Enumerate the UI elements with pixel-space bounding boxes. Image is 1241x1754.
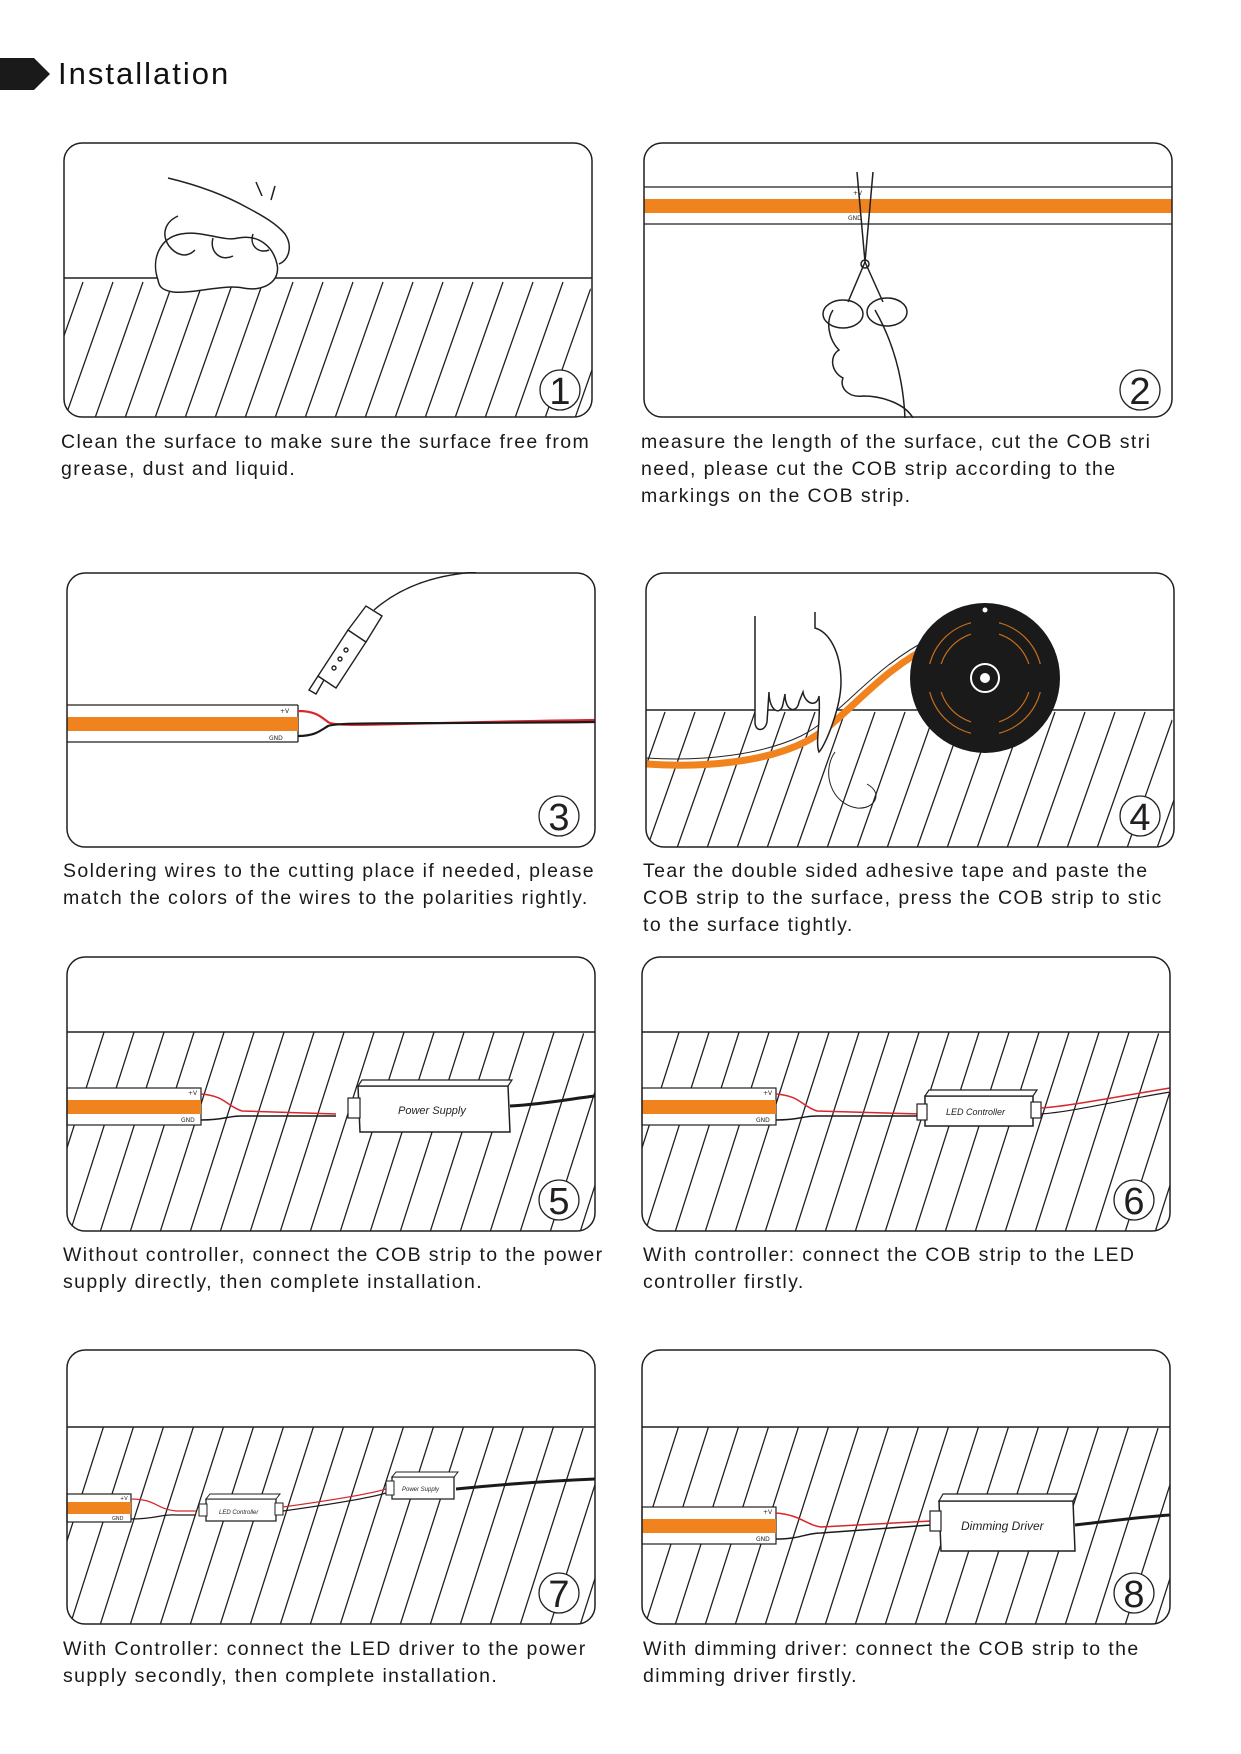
tape-liner [829, 752, 876, 808]
device-label: Dimming Driver [961, 1519, 1044, 1533]
step-number: 2 [1129, 371, 1151, 413]
cob-strip [67, 1502, 131, 1514]
wire-black [776, 1116, 921, 1120]
wire-red-mid [283, 1489, 386, 1507]
hand-icon [755, 612, 841, 752]
step-6-caption: With controller: connect the COB strip to the LED controller firstly. [643, 1244, 1136, 1293]
label-gnd: GND [112, 1516, 124, 1522]
wire-black [131, 1515, 196, 1519]
wire-red [201, 1094, 336, 1114]
surface-hatching [645, 712, 1175, 848]
surface-hatching [641, 1026, 1171, 1232]
wire-black [298, 722, 595, 736]
step-1-illustration [63, 142, 593, 418]
cob-strip [642, 1519, 776, 1533]
label-gnd: GND [756, 1536, 770, 1543]
power-supply-icon [386, 1472, 458, 1499]
output-cable [510, 1096, 595, 1106]
step-5-caption: Without controller, connect the COB strip to the power supply directly, then complete installation. [63, 1244, 604, 1293]
section-arrow-icon [0, 58, 52, 90]
label-gnd: GND [269, 735, 283, 742]
step-4-illustration [645, 572, 1175, 848]
label-pos: +V [763, 1509, 773, 1516]
device-label: LED Controller [946, 1107, 1006, 1117]
step-7-caption: With Controller: connect the LED driver to the power supply secondly, then complete installation. [63, 1638, 587, 1687]
sparkle-icon [256, 182, 275, 200]
wire-black-mid [283, 1493, 386, 1511]
step-number: 3 [548, 797, 570, 839]
surface-hatching [66, 1419, 596, 1625]
cob-strip [642, 1100, 776, 1114]
wire-red [131, 1499, 196, 1511]
wire-black-out [1041, 1092, 1170, 1114]
step-4-caption: Tear the double sided adhesive tape and paste the COB strip to the surface, press the COB strip to stic to the surface tightly. [643, 860, 1163, 936]
step-3-illustration [66, 572, 596, 848]
step-5-illustration [66, 956, 596, 1232]
step-8-caption: With dimming driver: connect the COB strip to the dimming driver firstly. [643, 1638, 1140, 1687]
label-pos: +V [280, 708, 290, 715]
cob-strip [67, 717, 298, 731]
step-8-illustration [641, 1349, 1171, 1625]
surface-hatching [66, 1026, 596, 1232]
step-number: 5 [548, 1181, 570, 1223]
output-cable [1075, 1515, 1170, 1525]
step-1-caption: Clean the surface to make sure the surface free from grease, dust and liquid. [61, 431, 591, 480]
label-pos: +V [188, 1090, 198, 1097]
step-2-illustration [643, 142, 1173, 418]
label-pos: +V [763, 1090, 773, 1097]
reel-icon [910, 603, 1060, 753]
section-title: Installation [58, 56, 231, 91]
surface-hatching [63, 282, 593, 418]
label-gnd: GND [848, 215, 862, 222]
soldering-iron-icon [309, 572, 476, 694]
cob-strip [67, 1100, 201, 1114]
led-controller-icon [199, 1494, 283, 1521]
hand-icon [829, 310, 913, 418]
step-number: 1 [549, 371, 571, 413]
device-label: LED Controller [219, 1510, 259, 1516]
device2-label: Power Supply [402, 1487, 440, 1493]
cloth-icon [156, 233, 278, 292]
device-label: Power Supply [398, 1105, 466, 1117]
step-6-illustration [641, 956, 1171, 1232]
scissors-icon [823, 172, 907, 328]
wire-red [776, 1094, 921, 1114]
step-3-caption: Soldering wires to the cutting place if needed, please match the colors of the wires to the polarities rightly. [63, 860, 595, 909]
step-7-illustration [66, 1349, 596, 1625]
step-number: 7 [548, 1574, 570, 1616]
cob-strip [644, 199, 1172, 213]
label-pos: +V [853, 190, 863, 197]
label-gnd: GND [756, 1117, 770, 1124]
step-number: 6 [1123, 1181, 1145, 1223]
step-2-caption: measure the length of the surface, cut the COB stri need, please cut the COB strip according to the markings on the COB strip. [641, 431, 1152, 507]
step-number: 4 [1129, 797, 1151, 839]
label-pos: +V [120, 1496, 128, 1502]
section-header [0, 52, 400, 94]
step-number: 8 [1123, 1574, 1145, 1616]
label-gnd: GND [181, 1117, 195, 1124]
